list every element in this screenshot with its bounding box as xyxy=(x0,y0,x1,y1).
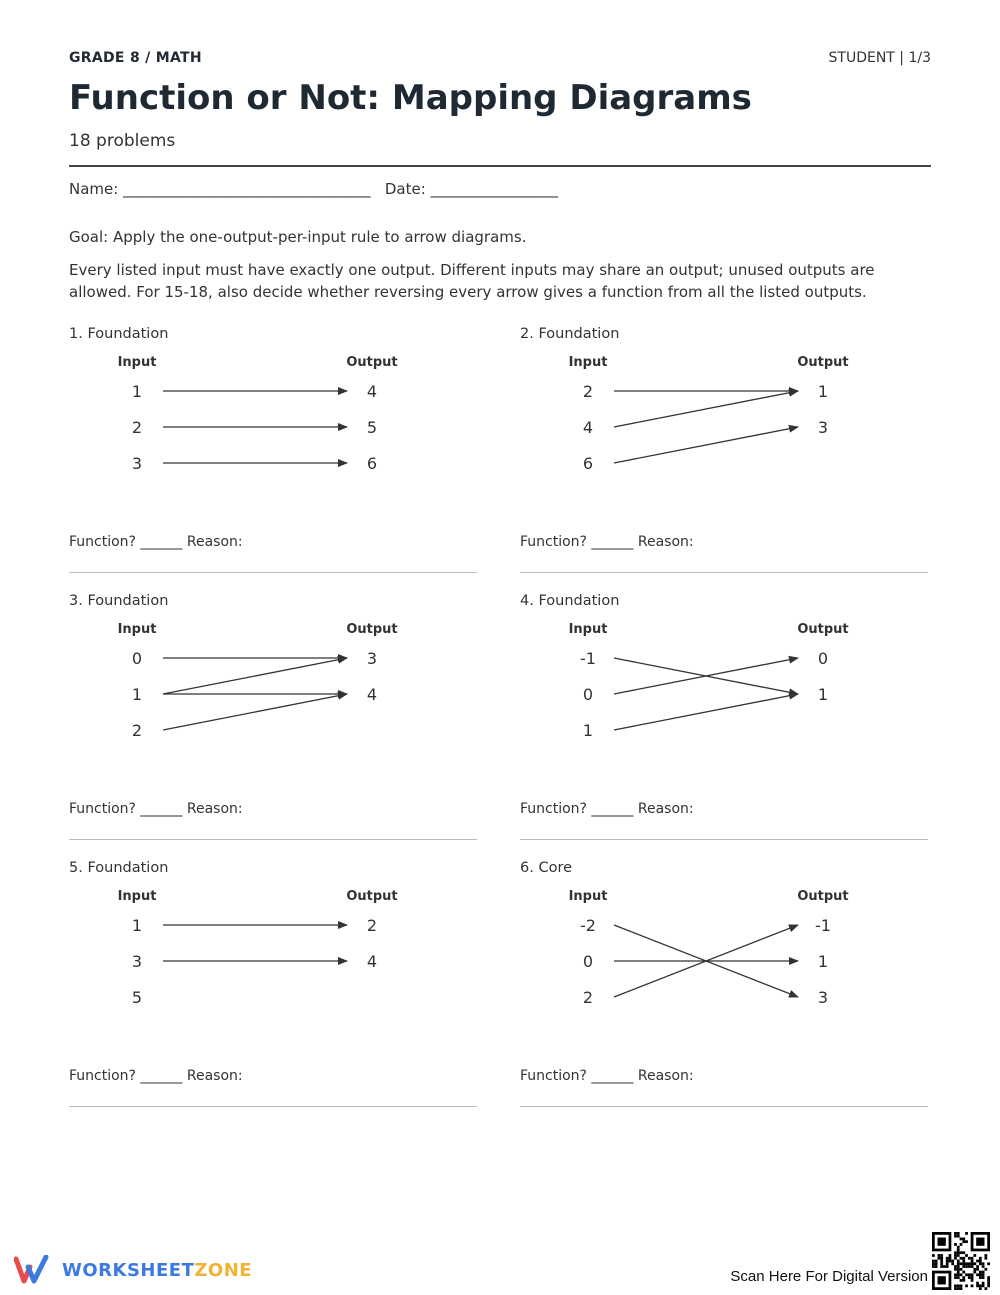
output-value: 3 xyxy=(366,649,378,668)
answer-prompt[interactable]: Function? ______ Reason: xyxy=(69,534,243,550)
input-value: 4 xyxy=(582,418,594,437)
input-value: 0 xyxy=(131,649,143,668)
input-value: 3 xyxy=(131,454,143,473)
mapping-arrow xyxy=(163,694,347,730)
qr-code-icon[interactable] xyxy=(932,1232,990,1290)
problem-count: 18 problems xyxy=(69,131,176,151)
worksheetzone-logo xyxy=(14,1255,252,1285)
output-value: 2 xyxy=(366,916,378,935)
output-value: 1 xyxy=(817,382,829,401)
input-header: Input xyxy=(117,889,157,904)
output-value: 4 xyxy=(366,382,378,401)
output-value: 4 xyxy=(366,685,378,704)
input-value: 1 xyxy=(131,916,143,935)
problem-title: 5. Foundation xyxy=(69,860,169,876)
input-header: Input xyxy=(117,355,157,370)
input-value: 2 xyxy=(582,382,594,401)
brand-name-part2: ZONE xyxy=(194,1259,253,1281)
mapping-diagram xyxy=(520,593,928,793)
mapping-arrow xyxy=(163,658,347,694)
input-value: 6 xyxy=(582,454,594,473)
mapping-diagram xyxy=(69,860,477,1060)
output-value: 1 xyxy=(817,952,829,971)
answer-line[interactable] xyxy=(69,839,477,840)
problem-title: 6. Core xyxy=(520,860,573,876)
input-value: 0 xyxy=(582,685,594,704)
input-value: 1 xyxy=(131,382,143,401)
answer-line[interactable] xyxy=(520,839,928,840)
grade-label: GRADE 8 / MATH xyxy=(69,50,202,66)
input-value: 1 xyxy=(131,685,143,704)
output-value: 3 xyxy=(817,418,829,437)
input-value: 2 xyxy=(131,418,143,437)
logo-icon xyxy=(14,1255,54,1285)
output-header: Output xyxy=(797,889,849,904)
answer-prompt[interactable]: Function? ______ Reason: xyxy=(69,801,243,817)
output-value: 3 xyxy=(817,988,829,1007)
mapping-diagram xyxy=(520,860,928,1060)
goal-text: Goal: Apply the one-output-per-input rule to arrow diagrams. xyxy=(69,228,527,246)
mapping-arrow xyxy=(614,391,798,427)
input-header: Input xyxy=(568,355,608,370)
output-header: Output xyxy=(797,622,849,637)
mapping-diagram xyxy=(69,593,477,793)
problem-3 xyxy=(69,593,477,843)
input-value: -1 xyxy=(580,649,596,668)
output-header: Output xyxy=(797,355,849,370)
answer-prompt[interactable]: Function? ______ Reason: xyxy=(520,801,694,817)
mapping-diagram xyxy=(69,326,477,526)
output-value: 1 xyxy=(817,685,829,704)
problem-title: 1. Foundation xyxy=(69,326,169,342)
problem-6 xyxy=(520,860,928,1110)
input-header: Input xyxy=(568,622,608,637)
page-label: STUDENT | 1/3 xyxy=(828,50,931,66)
output-value: 4 xyxy=(366,952,378,971)
input-value: 1 xyxy=(582,721,594,740)
problem-5 xyxy=(69,860,477,1110)
problem-title: 3. Foundation xyxy=(69,593,169,609)
input-value: 2 xyxy=(131,721,143,740)
problem-2 xyxy=(520,326,928,576)
answer-line[interactable] xyxy=(69,1106,477,1107)
input-value: 2 xyxy=(582,988,594,1007)
header-divider xyxy=(69,165,931,167)
problem-title: 4. Foundation xyxy=(520,593,620,609)
output-value: -1 xyxy=(815,916,831,935)
mapping-arrow xyxy=(614,694,798,730)
input-header: Input xyxy=(117,622,157,637)
answer-prompt[interactable]: Function? ______ Reason: xyxy=(520,534,694,550)
mapping-diagram xyxy=(520,326,928,526)
input-header: Input xyxy=(568,889,608,904)
output-value: 6 xyxy=(366,454,378,473)
output-header: Output xyxy=(346,889,398,904)
output-value: 5 xyxy=(366,418,378,437)
name-date-line[interactable]: Name: _________________________________ Date: _________________ xyxy=(69,180,559,198)
output-value: 0 xyxy=(817,649,829,668)
answer-line[interactable] xyxy=(520,572,928,573)
problem-1 xyxy=(69,326,477,576)
answer-line[interactable] xyxy=(69,572,477,573)
scan-label: Scan Here For Digital Version xyxy=(730,1268,928,1285)
output-header: Output xyxy=(346,622,398,637)
input-value: 5 xyxy=(131,988,143,1007)
brand-name-part1: WORKSHEET xyxy=(62,1259,195,1281)
input-value: 0 xyxy=(582,952,594,971)
mapping-arrow xyxy=(614,427,798,463)
instructions-text: Every listed input must have exactly one output. Different inputs may share an output; unused outputs are allowed. For 15-18, also decide whether reversing every arrow gives a function from all the listed outputs. xyxy=(69,261,875,301)
input-value: -2 xyxy=(580,916,596,935)
output-header: Output xyxy=(346,355,398,370)
answer-prompt[interactable]: Function? ______ Reason: xyxy=(69,1068,243,1084)
input-value: 3 xyxy=(131,952,143,971)
page-title: Function or Not: Mapping Diagrams xyxy=(69,78,752,118)
answer-line[interactable] xyxy=(520,1106,928,1107)
problem-title: 2. Foundation xyxy=(520,326,620,342)
problem-4 xyxy=(520,593,928,843)
brand-name xyxy=(62,1260,252,1281)
answer-prompt[interactable]: Function? ______ Reason: xyxy=(520,1068,694,1084)
